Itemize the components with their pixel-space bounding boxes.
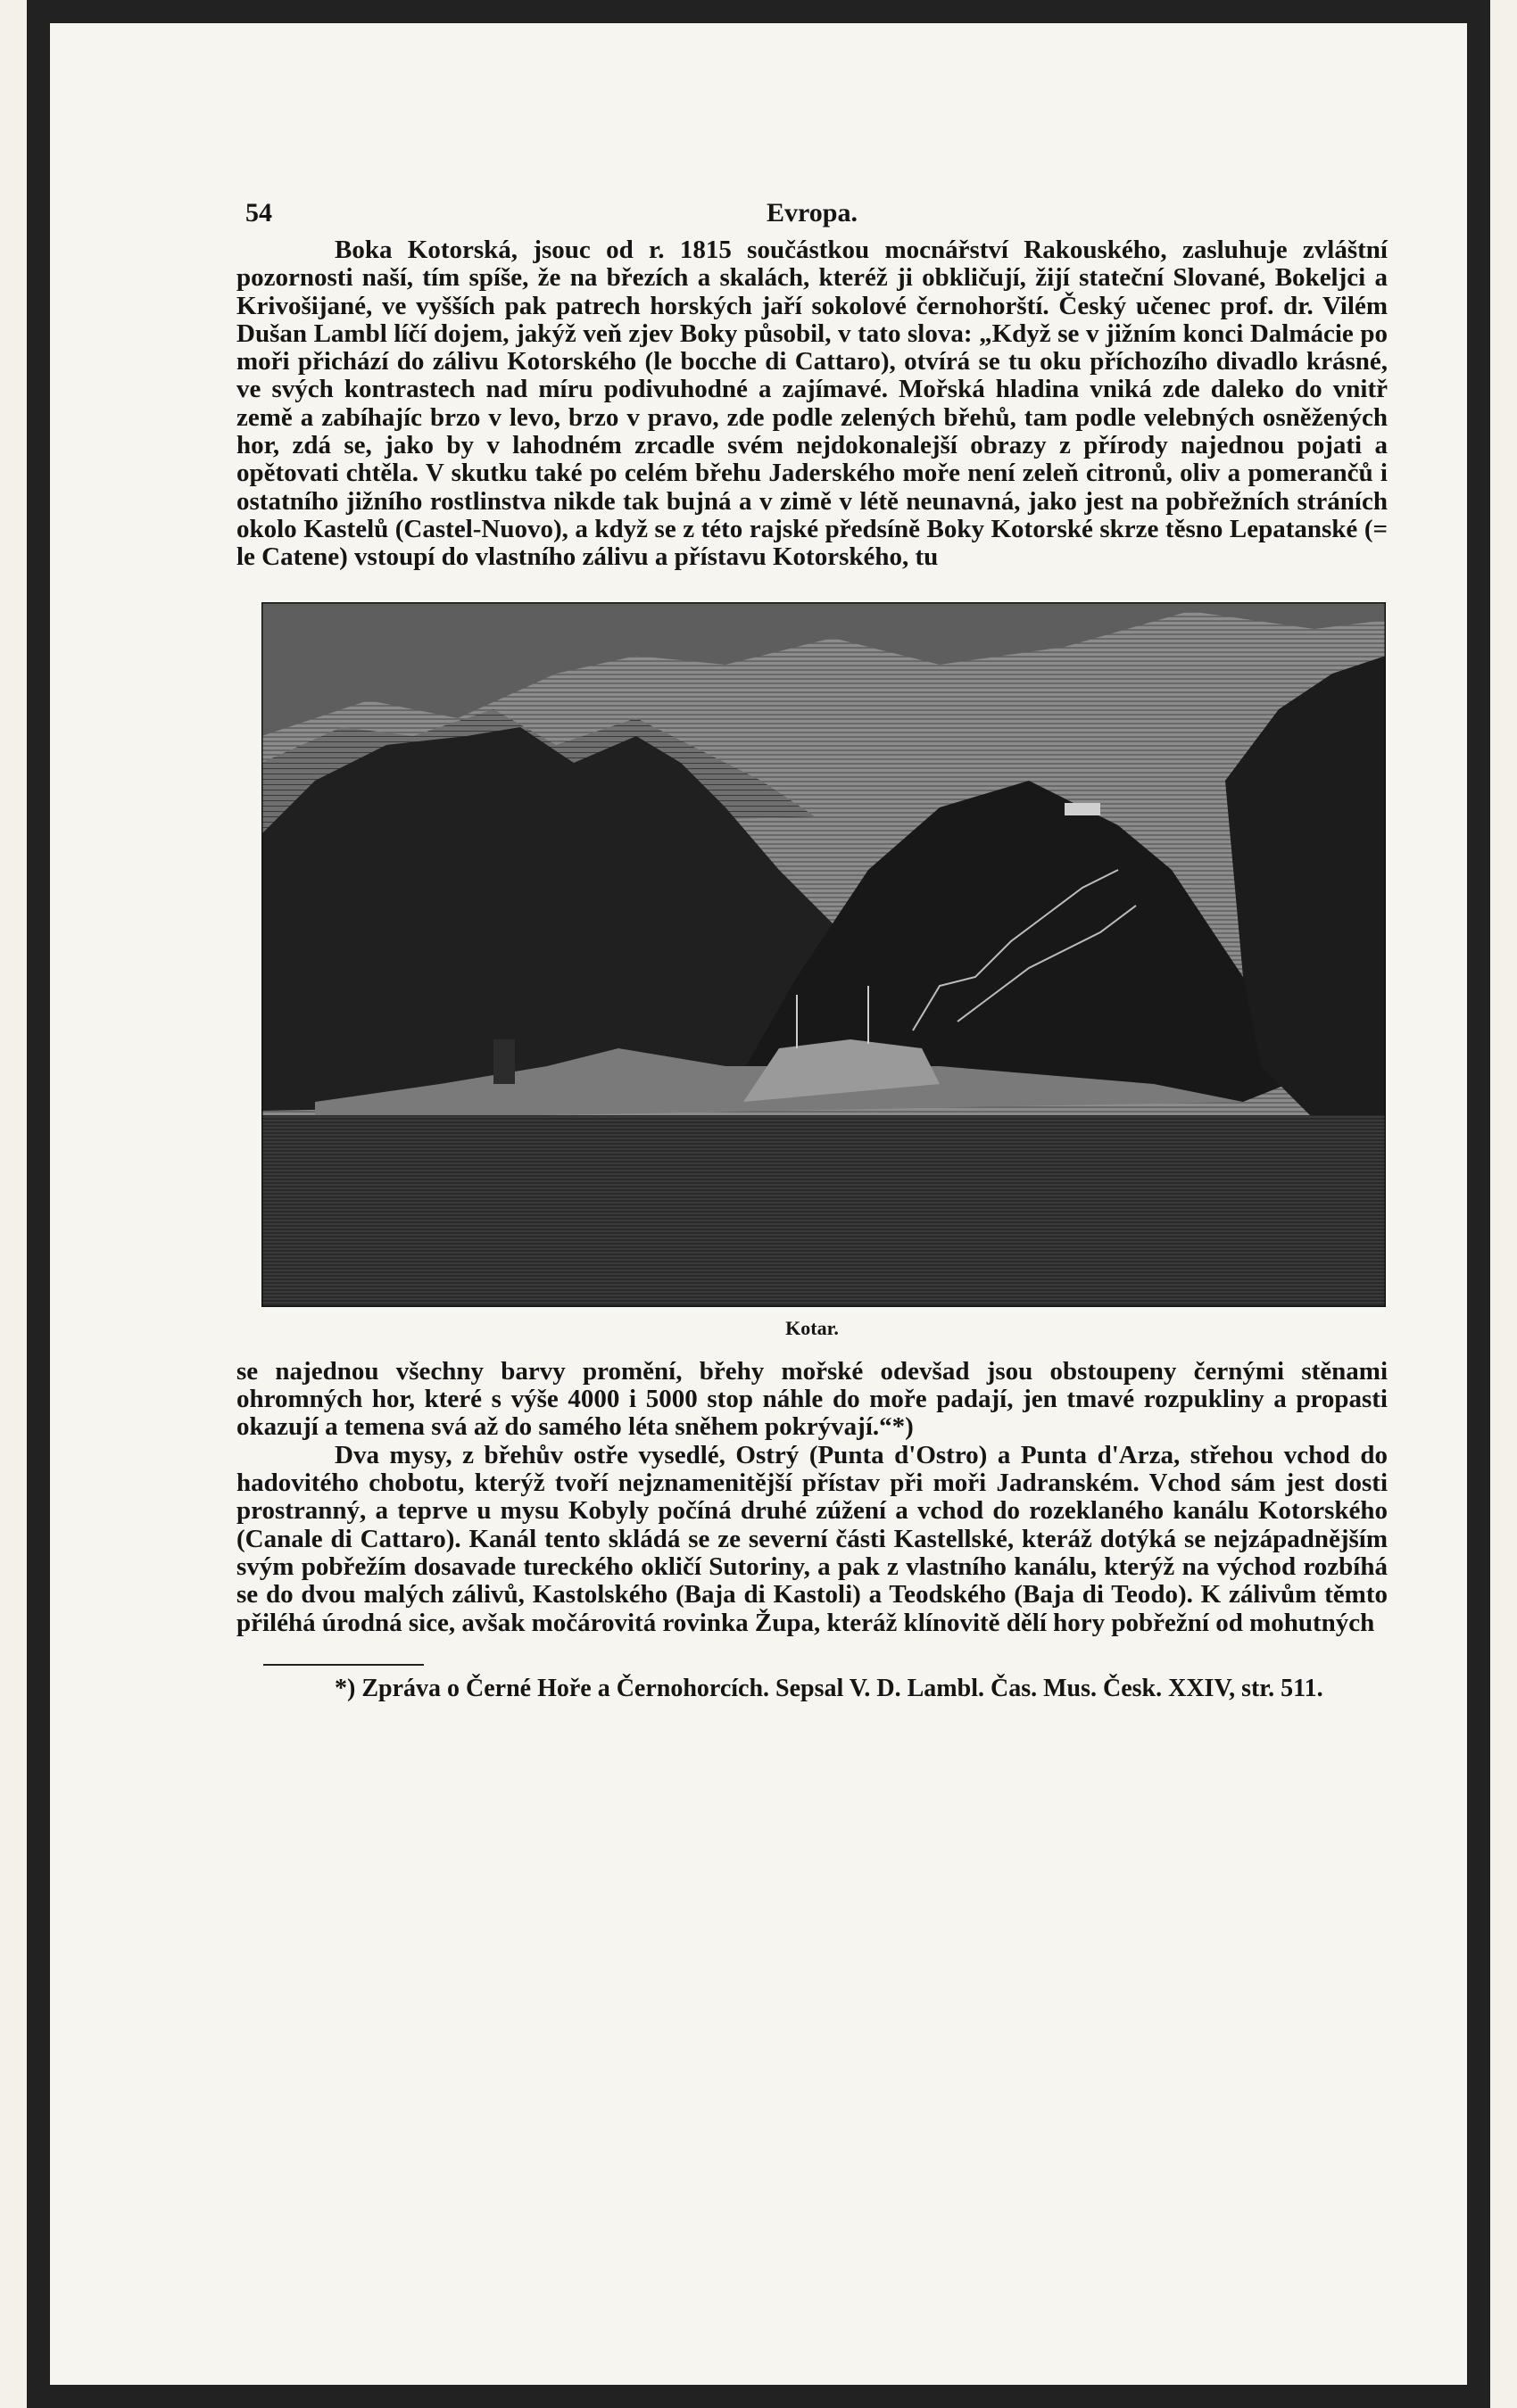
- engraving-image: [261, 602, 1386, 1307]
- paragraph-1: Boka Kotorská, jsouc od r. 1815 součástkou mocnářství Rakouského, zasluhuje zvláštní pozornosti naší, tím spíše, že na březích a skalách, kteréž ji obkličují, žijí stateční Slované, Bokeljci a Krivošijané, ve vyšších pak patrech horských jaří sokolové černohorští. Český učenec prof. dr. Vilém Dušan Lambl líčí dojem, jakýž veň zjev Boky působil, v tato slova: „Když se v jižním konci Dalmácie po moři přichází do zálivu Kotorského (le bocche di Cattaro), otvírá se tu oku příchozího divadlo krásné, ve svých kontrastech nad míru podivuhodné a zajímavé. Mořská hladina vniká zde daleko do vnitř země a zabíhajíc brzo v levo, brzo v pravo, zde podle zelených břehů, tam podle velebných osněžených hor, zdá se, jako by v lahodném zrcadle svém nejdokonalejší obrazy z přírody najednou pojati a opětovati chtěla. V skutku také po celém břehu Jaderského moře není zeleň citronů, oliv a pomerančů i ostatního jižního rostlinstva nikde tak bujná a v zimě v létě neunavná, jako jest na pobřežních stráních okolo Kastelů (Castel-Nuovo), a když se z této rajské předsíně Boky Kotorské skrze těsno Lepatanské (= le Catene) vstoupí do vlastního zálivu a přístavu Kotorského, tu: [236, 236, 1388, 572]
- paragraph-3: Dva mysy, z břehův ostře vysedlé, Ostrý (Punta d'Ostro) a Punta d'Arza, střehou vchod do hadovitého chobotu, kterýž tvoří nejznamenitější přístav při moři Jadranském. Vchod sám jest dosti prostranný, a teprve u mysu Kobyly počíná druhé zúžení a vchod do rozeklaného kanálu Kotorského (Canale di Cattaro). Kanál tento skládá se ze severní části Kastellské, kteráž dotýká se nejzápadnějším svým pobřežím dosavade tureckého okličí Sutoriny, a pak z vlastního kanálu, kterýž na východ rozbíhá se do dvou malých zálivů, Kastolského (Baja di Kastoli) a Teodského (Baja di Teodo). K zálivům těmto přiléhá úrodná sice, avšak močárovitá rovinka Župa, kteráž klínovitě dělí hory pobřežní od mohutných: [236, 1440, 1388, 1637]
- footnote: [236, 1675, 1388, 1702]
- tower: [493, 1039, 515, 1084]
- fortress: [1065, 803, 1100, 815]
- footnote-text: *) Zpráva o Černé Hoře a Černohorcích. Sepsal V. D. Lambl. Čas. Mus. Česk. XXIV, str. 511.: [335, 1674, 1323, 1702]
- page-header: [236, 192, 1388, 236]
- illustration-bay-of-kotor: [261, 602, 1386, 1307]
- page-number: 54: [245, 198, 272, 228]
- footnote-rule: [263, 1664, 424, 1666]
- book-page: [236, 192, 1388, 1702]
- paragraph-2: se najednou všechny barvy promění, břehy mořské odevšad jsou obstoupeny černými stěnami ohromných hor, které s výše 4000 i 5000 stop náhle do moře padají, jen tmavé rozpukliny a propasti okazují a temena svá až do samého léta sněhem pokrývají.“*): [236, 1356, 1388, 1442]
- running-title: Evropa.: [767, 198, 858, 228]
- water: [261, 1115, 1386, 1307]
- figure-caption: Kotar.: [785, 1316, 839, 1339]
